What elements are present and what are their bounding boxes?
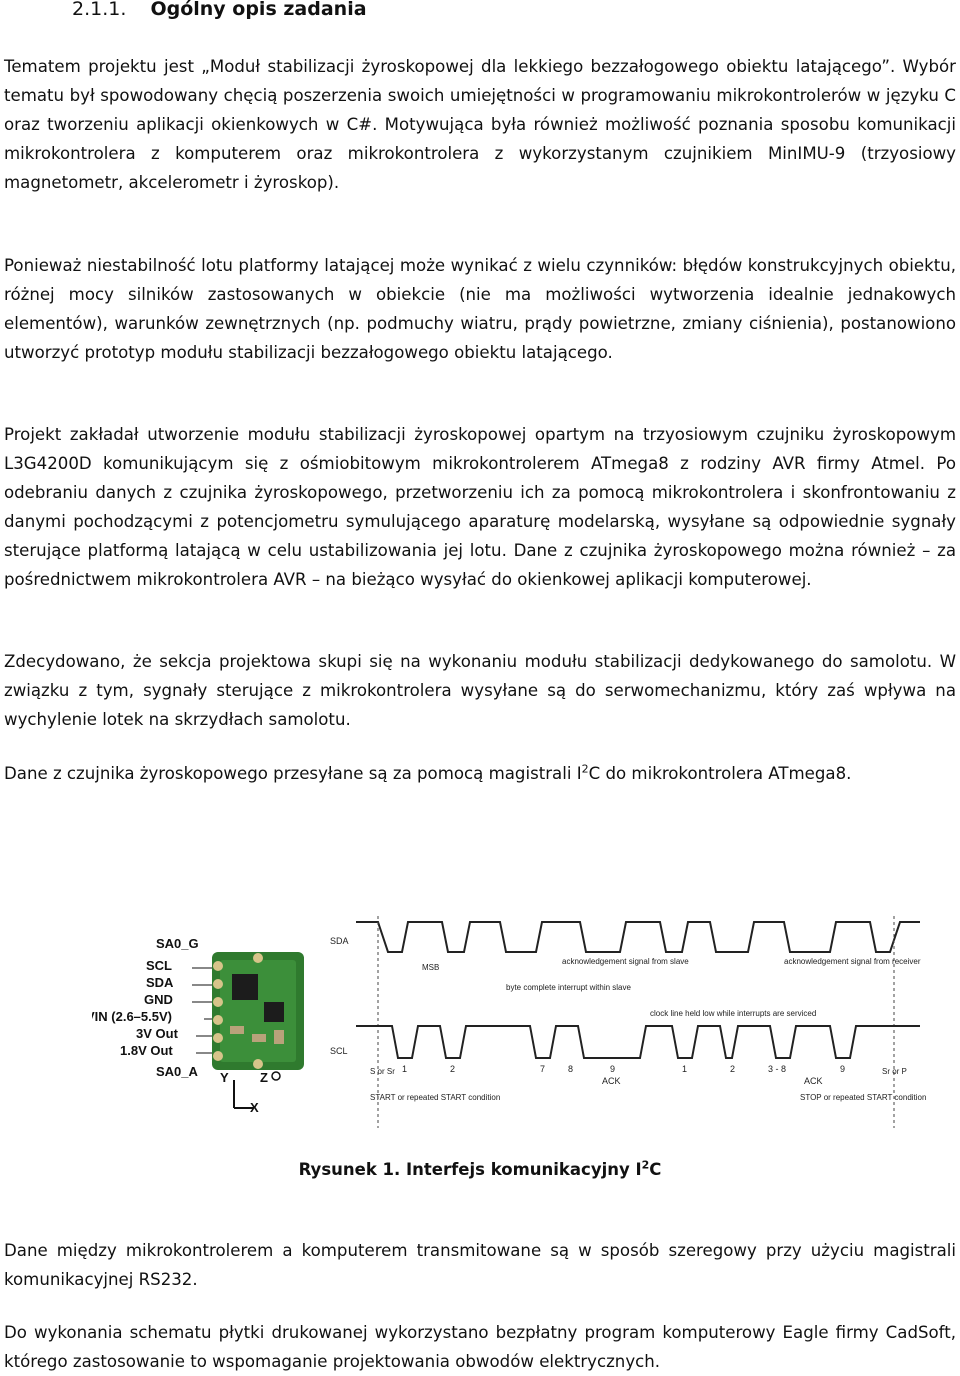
bit-8-label: 8 [568,1064,574,1074]
axis-z-label: Z [260,1070,268,1085]
stop-condition-label: STOP or repeated START condition [800,1093,927,1102]
bit-2-label: 2 [450,1064,456,1074]
label-scl: SCL [146,958,172,973]
axis-x-label: X [250,1100,259,1115]
figure-caption-text-a: Rysunek 1. Interfejs komunikacyjny I [298,1160,642,1179]
sda-signal-label: SDA [330,936,349,946]
figure-caption [0,1160,960,1179]
bit-m2-label: 2 [730,1064,736,1074]
sensor-board-image [92,930,312,1120]
bit-7-label: 7 [540,1064,546,1074]
paragraph-5-text-b: C do mikrokontrolera ATmega8. [588,764,852,783]
bit-m1-label: 1 [682,1064,688,1074]
msb-label: MSB [422,963,440,972]
bit-m3-8-label: 3 - 8 [768,1064,787,1074]
paragraph-6: Dane między mikrokontrolerem a komputerem transmitowane są w sposób szeregowy przy użyciu magistrali komunikacyjnej RS232. [4,1241,956,1289]
label-sda: SDA [146,975,174,990]
section-heading [72,0,367,20]
paragraph-1: Tematem projektu jest „Moduł stabilizacji żyroskopowej dla lekkiego bezzałogowego obiektu latającego”. Wybór tematu był spowodowany chęcią poszerzenia swoich umiejętności w programowaniu mikrokontrolerów w języku C oraz tworzeniu aplikacji okienkowych w C#. Motywująca była również możliwość poznania sposobu komunikacji mikrokontrolera z komputerem oraz mikrokontrolera z wykorzystanym czujnikiem MinIMU-9 (trzyosiowy magnetometr, akcelerometr i żyroskop). [4,57,956,192]
label-sa0-g: SA0_G [156,936,199,951]
paragraph-2: Ponieważ niestabilność lotu platformy latającej może wynikać z wielu czynników: błędów konstrukcyjnych obiektu, różnej mocy silników zastosowanych w obiekcie (nie ma możliwości wytworzenia idealnie jednakowych elementów), warunków zewnętrznych (np. podmuchy wiatru, prądy powietrzne, zmiany ciśnienia), postanowiono utworzyć prototyp modułu stabilizacji bezzałogowego obiektu latającego. [4,256,956,362]
label-3v-out: 3V Out [136,1026,178,1041]
scl-waveform [356,1026,920,1058]
section-title: Ogólny opis zadania [150,0,367,20]
section-number: 2.1.1. [72,0,127,20]
sda-waveform [356,922,920,952]
ack-from-receiver-note: acknowledgement signal from receiver [784,957,921,966]
s-or-sr-label: S or Sr [370,1067,395,1076]
start-condition-label: START or repeated START condition [370,1093,501,1102]
axis-y-label: Y [220,1070,229,1085]
paragraph-5 [4,759,956,788]
clock-line-note: clock line held low while interrupts are serviced [650,1009,817,1018]
bit-9-label: 9 [610,1064,616,1074]
label-1-8v-out: 1.8V Out [120,1043,173,1058]
figure-caption-sup: 2 [641,1158,650,1172]
paragraph-4: Zdecydowano, że sekcja projektowa skupi się na wykonaniu modułu stabilizacji dedykowanego do samolotu. W związku z tym, sygnały sterujące z mikrokontrolera wysyłane są do serwomechanizmu, który zaś wpływa na wychylenie lotek na skrzydłach samolotu. [4,652,956,729]
bit-1-label: 1 [402,1064,408,1074]
scl-signal-label: SCL [330,1046,348,1056]
figure-caption-text-b: C [649,1160,662,1179]
label-sa0-a: SA0_A [156,1064,198,1079]
sr-or-p-label: Sr or P [882,1067,907,1076]
label-gnd: GND [144,992,173,1007]
byte-complete-note: byte complete interrupt within slave [506,983,631,992]
ack-from-slave-note: acknowledgement signal from slave [562,957,689,966]
ack-label-2: ACK [804,1076,823,1086]
paragraph-7: Do wykonania schematu płytki drukowanej wykorzystano bezpłatny program komputerowy Eagle firmy CadSoft, którego zastosowanie to wspomaganie projektowania obwodów elektrycznych. [4,1323,956,1371]
paragraph-5-text-a: Dane z czujnika żyroskopowego przesyłane są za pomocą magistrali I [4,764,582,783]
paragraph-3: Projekt zakładał utworzenie modułu stabilizacji żyroskopowej opartym na trzyosiowym czujniku żyroskopowym L3G4200D komunikującym się z ośmiobitowym mikrokontrolerem ATmega8 z rodziny AVR firmy Atmel. Po odebraniu danych z czujnika żyroskopowego, przetworzeniu ich za pomocą mikrokontrolera i skonfrontowaniu z danymi pochodzącymi z potencjometru symulującego aparaturę modelarską, wysyłane są odpowiednie sygnały sterujące platformą latającą w celu ustabilizowania jej lotu. Dane z czujnika żyroskopowego można również – za pośrednictwem mikrokontrolera AVR – na bieżąco wysyłać do okienkowej aplikacji komputerowej. [4,425,956,589]
i2c-timing-diagram [330,908,930,1138]
ack-label-1: ACK [602,1076,621,1086]
paragraph-5-sup: 2 [581,762,589,776]
label-vin: VIN (2.6–5.5V) [92,1009,172,1024]
bit-m9-label: 9 [840,1064,846,1074]
